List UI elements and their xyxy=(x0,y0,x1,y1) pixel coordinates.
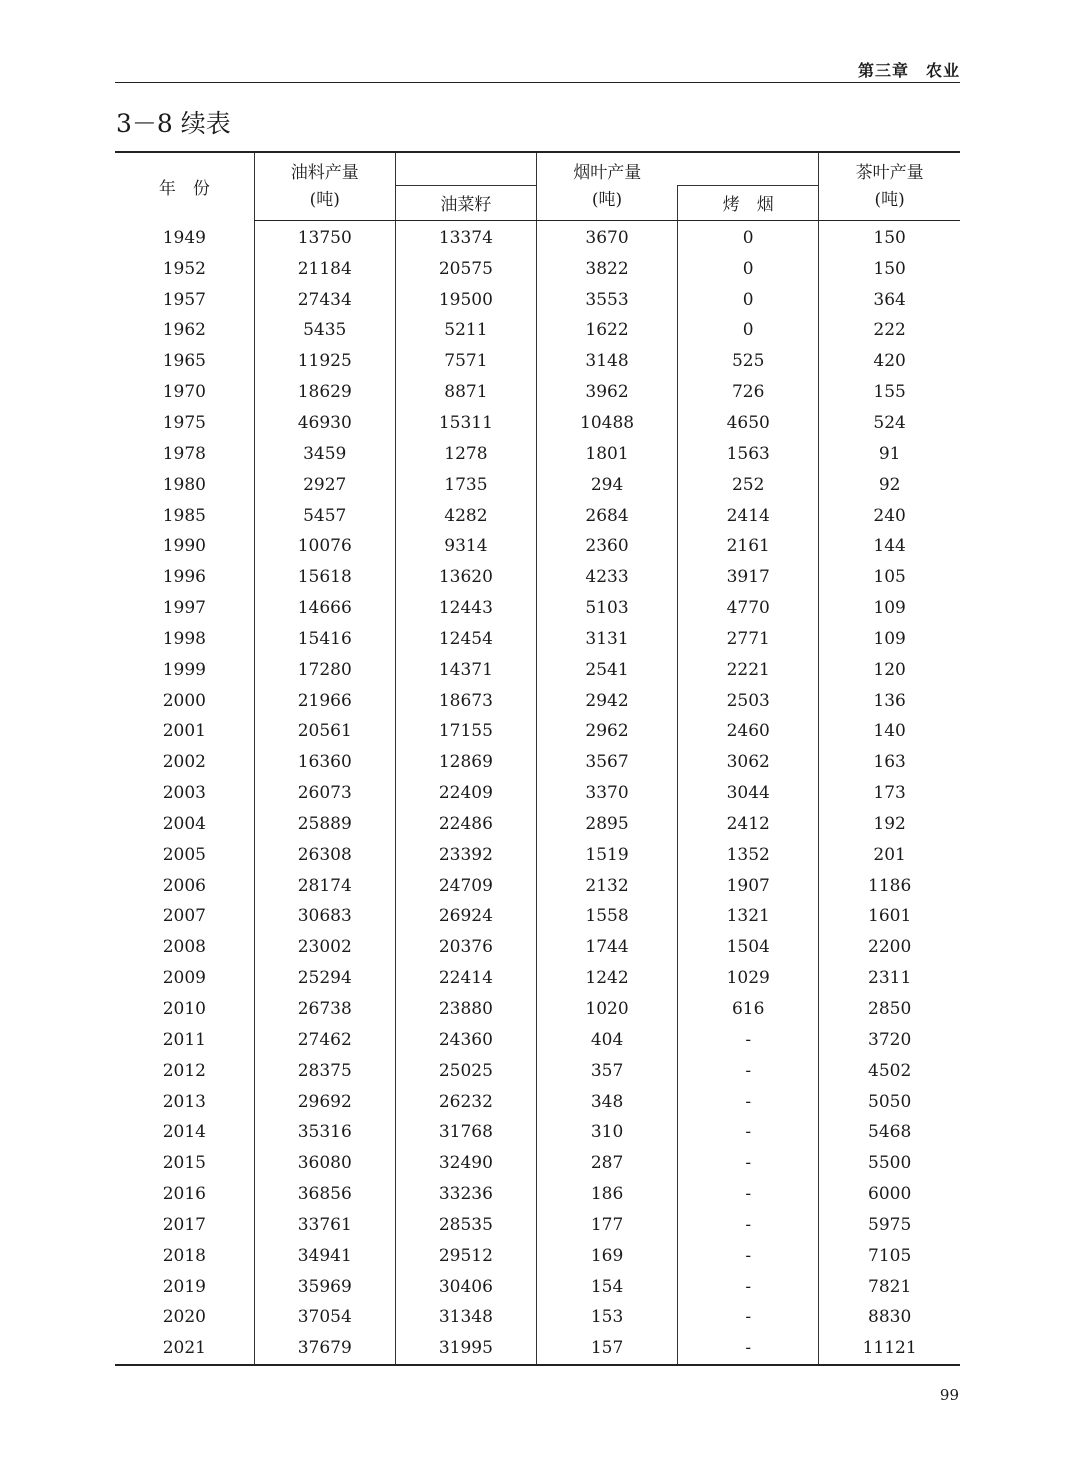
table-cell: 22409 xyxy=(395,778,536,809)
table-cell: 2503 xyxy=(678,685,819,716)
table-cell: - xyxy=(678,1333,819,1365)
table-cell: 2019 xyxy=(162,1276,206,1297)
table-cell: 13620 xyxy=(395,562,536,593)
table-cell: 1996 xyxy=(162,567,206,588)
table-cell: 2000 xyxy=(162,690,206,711)
table-cell: 2014 xyxy=(162,1122,206,1143)
table-cell: 1985 xyxy=(162,505,206,526)
table-cell: 2021 xyxy=(115,1333,254,1365)
table-cell: 150 xyxy=(819,220,960,253)
table-cell: 169 xyxy=(536,1240,677,1271)
tobacco-header: 烟叶产量 xyxy=(536,152,677,185)
table-cell: 22414 xyxy=(395,963,536,994)
table-cell: 24360 xyxy=(395,1024,536,1055)
table-cell: 11925 xyxy=(254,346,395,377)
table-cell: 3670 xyxy=(536,220,677,253)
table-cell: 25025 xyxy=(395,1055,536,1086)
table-cell: 0 xyxy=(678,315,819,346)
table-cell: - xyxy=(678,1302,819,1333)
table-cell: 2012 xyxy=(162,1060,206,1081)
table-cell: 5435 xyxy=(254,315,395,346)
statistics-table xyxy=(115,151,960,1366)
table-cell: 1952 xyxy=(162,258,206,279)
table-cell: 28375 xyxy=(254,1055,395,1086)
table-cell: 10488 xyxy=(536,408,677,439)
oil-header-spacer xyxy=(395,152,536,185)
table-cell: 33236 xyxy=(395,1179,536,1210)
table-cell: 2006 xyxy=(162,875,206,896)
table-cell: 24709 xyxy=(395,870,536,901)
table-cell: 3148 xyxy=(536,346,677,377)
table-cell: 1563 xyxy=(678,438,819,469)
table-cell: 2414 xyxy=(678,500,819,531)
table-cell: 1998 xyxy=(162,628,206,649)
table-row xyxy=(115,220,960,253)
table-cell: 294 xyxy=(536,469,677,500)
table-cell: 1186 xyxy=(819,870,960,901)
table-cell: 35969 xyxy=(254,1271,395,1302)
table-row xyxy=(115,1179,960,1210)
table-cell: 1242 xyxy=(536,963,677,994)
table-row xyxy=(115,623,960,654)
table-row xyxy=(115,315,960,346)
table-cell: 1999 xyxy=(162,659,206,680)
table-cell: 310 xyxy=(536,1117,677,1148)
table-cell: 5457 xyxy=(254,500,395,531)
table-cell: 16360 xyxy=(254,747,395,778)
table-row xyxy=(115,1333,960,1365)
table-cell: 34941 xyxy=(254,1240,395,1271)
table-row xyxy=(115,1302,960,1333)
table-cell: 163 xyxy=(819,747,960,778)
table-cell: 2460 xyxy=(678,716,819,747)
oil-header: 油料产量 xyxy=(254,152,395,185)
table-cell: 3553 xyxy=(536,284,677,315)
table-cell: 140 xyxy=(819,716,960,747)
table-cell: 36080 xyxy=(254,1148,395,1179)
table-cell: 1352 xyxy=(678,839,819,870)
table-cell: 32490 xyxy=(395,1148,536,1179)
table-cell: 4282 xyxy=(395,500,536,531)
table-cell: 0 xyxy=(678,253,819,284)
table-cell: 1029 xyxy=(678,963,819,994)
table-cell: 7105 xyxy=(819,1240,960,1271)
table-row xyxy=(115,654,960,685)
table-cell: 46930 xyxy=(254,408,395,439)
table-cell: 1020 xyxy=(536,994,677,1025)
table-cell: 3962 xyxy=(536,377,677,408)
table-cell: 222 xyxy=(819,315,960,346)
table-cell: 15618 xyxy=(254,562,395,593)
tobacco-unit: (吨) xyxy=(536,185,677,220)
table-cell: 31768 xyxy=(395,1117,536,1148)
table-row xyxy=(115,901,960,932)
table-cell: 3720 xyxy=(819,1024,960,1055)
table-cell: 3917 xyxy=(678,562,819,593)
table-cell: 2962 xyxy=(536,716,677,747)
table-cell: - xyxy=(678,1240,819,1271)
table-cell: 1975 xyxy=(162,412,206,433)
table-cell: 30683 xyxy=(254,901,395,932)
table-cell: 91 xyxy=(819,438,960,469)
table-cell: 153 xyxy=(536,1302,677,1333)
table-cell: 3822 xyxy=(536,253,677,284)
table-cell: - xyxy=(678,1055,819,1086)
table-cell: 186 xyxy=(536,1179,677,1210)
table-cell: 12454 xyxy=(395,623,536,654)
flue-cured-header: 烤 烟 xyxy=(678,185,819,220)
table-cell: 1504 xyxy=(678,932,819,963)
table-cell: 2412 xyxy=(678,809,819,840)
table-row xyxy=(115,1086,960,1117)
table-cell: 2004 xyxy=(162,813,206,834)
table-cell: 105 xyxy=(819,562,960,593)
table-cell: 524 xyxy=(819,408,960,439)
table-cell: 157 xyxy=(536,1333,677,1365)
table-row xyxy=(115,1055,960,1086)
table-row xyxy=(115,1024,960,1055)
table-cell: 36856 xyxy=(254,1179,395,1210)
table-row xyxy=(115,870,960,901)
table-cell: 3062 xyxy=(678,747,819,778)
chapter-title: 第三章 农业 xyxy=(857,61,960,80)
table-cell: 2541 xyxy=(536,654,677,685)
table-row xyxy=(115,408,960,439)
year-header: 年 份 xyxy=(158,179,210,199)
table-row xyxy=(115,562,960,593)
table-cell: 3370 xyxy=(536,778,677,809)
table-cell: 5050 xyxy=(819,1086,960,1117)
table-row xyxy=(115,1210,960,1241)
table-cell: 1278 xyxy=(395,438,536,469)
table-cell: 2850 xyxy=(819,994,960,1025)
table-cell: 27434 xyxy=(254,284,395,315)
table-cell: 8830 xyxy=(819,1302,960,1333)
table-row xyxy=(115,346,960,377)
table-cell: 7821 xyxy=(819,1271,960,1302)
table-cell: 177 xyxy=(536,1210,677,1241)
table-cell: 26738 xyxy=(254,994,395,1025)
table-row xyxy=(115,963,960,994)
table-cell: 1558 xyxy=(536,901,677,932)
table-cell: 1970 xyxy=(162,382,206,403)
table-cell: 3459 xyxy=(254,438,395,469)
table-cell: 28174 xyxy=(254,870,395,901)
table-cell: 23880 xyxy=(395,994,536,1025)
table-cell: 1990 xyxy=(162,536,206,557)
table-cell: 20575 xyxy=(395,253,536,284)
table-cell: 1735 xyxy=(395,469,536,500)
table-cell: 2003 xyxy=(162,783,206,804)
table-cell: 154 xyxy=(536,1271,677,1302)
table-cell: 20561 xyxy=(254,716,395,747)
table-cell: 144 xyxy=(819,531,960,562)
table-row xyxy=(115,593,960,624)
table-cell: 2008 xyxy=(162,937,206,958)
table-cell: 33761 xyxy=(254,1210,395,1241)
table-cell: 2018 xyxy=(162,1245,206,1266)
table-cell: 18629 xyxy=(254,377,395,408)
table-row xyxy=(115,839,960,870)
table-cell: 155 xyxy=(819,377,960,408)
table-cell: 37054 xyxy=(254,1302,395,1333)
table-cell: 2132 xyxy=(536,870,677,901)
table-cell: - xyxy=(678,1117,819,1148)
table-cell: 26232 xyxy=(395,1086,536,1117)
table-cell: 2013 xyxy=(162,1091,206,1112)
table-cell: 22486 xyxy=(395,809,536,840)
table-cell: 2895 xyxy=(536,809,677,840)
table-cell: 25294 xyxy=(254,963,395,994)
table-cell: 1965 xyxy=(162,351,206,372)
table-cell: 29692 xyxy=(254,1086,395,1117)
table-row xyxy=(115,469,960,500)
table-cell: 240 xyxy=(819,500,960,531)
table-cell: 12443 xyxy=(395,593,536,624)
table-cell: 2007 xyxy=(162,906,206,927)
table-cell: 109 xyxy=(819,623,960,654)
table-cell: - xyxy=(678,1024,819,1055)
table-cell: 3567 xyxy=(536,747,677,778)
table-cell: 1949 xyxy=(162,227,206,248)
table-row xyxy=(115,685,960,716)
table-cell: 201 xyxy=(819,839,960,870)
table-cell: 726 xyxy=(678,377,819,408)
table-cell: - xyxy=(678,1148,819,1179)
page-number: 99 xyxy=(939,1386,959,1404)
table-cell: 92 xyxy=(819,469,960,500)
table-cell: 5211 xyxy=(395,315,536,346)
table-cell: 616 xyxy=(678,994,819,1025)
table-cell: 27462 xyxy=(254,1024,395,1055)
table-cell: 13374 xyxy=(395,220,536,253)
table-cell: 17155 xyxy=(395,716,536,747)
table-header xyxy=(115,152,960,220)
table-row xyxy=(115,253,960,284)
table-cell: 2221 xyxy=(678,654,819,685)
table-cell: 29512 xyxy=(395,1240,536,1271)
table-cell: 2771 xyxy=(678,623,819,654)
table-cell: 18673 xyxy=(395,685,536,716)
tea-unit: (吨) xyxy=(819,185,960,220)
table-cell: 2942 xyxy=(536,685,677,716)
rapeseed-header: 油菜籽 xyxy=(395,185,536,220)
table-cell: 14666 xyxy=(254,593,395,624)
table-cell: 1622 xyxy=(536,315,677,346)
table-row xyxy=(115,1148,960,1179)
table-cell: 2684 xyxy=(536,500,677,531)
table-cell: 109 xyxy=(819,593,960,624)
table-row xyxy=(115,531,960,562)
table-cell: 20376 xyxy=(395,932,536,963)
table-title: 3－8 续表 xyxy=(116,109,231,138)
table-cell: 1801 xyxy=(536,438,677,469)
table-row xyxy=(115,778,960,809)
table-cell: 1997 xyxy=(162,598,206,619)
table-cell: 5975 xyxy=(819,1210,960,1241)
table-cell: 26924 xyxy=(395,901,536,932)
table-cell: 2005 xyxy=(162,844,206,865)
table-row xyxy=(115,747,960,778)
table-cell: 6000 xyxy=(819,1179,960,1210)
table-cell: 2001 xyxy=(162,721,206,742)
table-cell: 10076 xyxy=(254,531,395,562)
table-cell: 4233 xyxy=(536,562,677,593)
table-cell: 15311 xyxy=(395,408,536,439)
table-cell: 2360 xyxy=(536,531,677,562)
table-cell: 1962 xyxy=(162,320,206,341)
table-cell: 2020 xyxy=(162,1307,206,1328)
table-cell: 364 xyxy=(819,284,960,315)
table-cell: 1980 xyxy=(162,474,206,495)
table-cell: 2016 xyxy=(162,1184,206,1205)
table-cell: 5500 xyxy=(819,1148,960,1179)
table-cell: 23392 xyxy=(395,839,536,870)
table-cell: 287 xyxy=(536,1148,677,1179)
table-cell: 357 xyxy=(536,1055,677,1086)
table-cell: 136 xyxy=(819,685,960,716)
table-row xyxy=(115,500,960,531)
table-cell: 525 xyxy=(678,346,819,377)
table-row xyxy=(115,809,960,840)
table-row xyxy=(115,377,960,408)
table-cell: 2011 xyxy=(162,1029,206,1050)
table-cell: 2161 xyxy=(678,531,819,562)
table-cell: 2015 xyxy=(162,1153,206,1174)
table-cell: 14371 xyxy=(395,654,536,685)
table-cell: 5468 xyxy=(819,1117,960,1148)
table-cell: 2010 xyxy=(162,999,206,1020)
table-cell: 1957 xyxy=(162,289,206,310)
table-cell: 1321 xyxy=(678,901,819,932)
tobacco-header-spacer xyxy=(678,152,819,185)
table-cell: 1907 xyxy=(678,870,819,901)
table-cell: 25889 xyxy=(254,809,395,840)
running-header xyxy=(115,56,960,83)
table-cell: 31995 xyxy=(395,1333,536,1365)
table-row xyxy=(115,932,960,963)
table-row xyxy=(115,1117,960,1148)
table-cell: - xyxy=(678,1210,819,1241)
table-cell: 23002 xyxy=(254,932,395,963)
table-cell: 2009 xyxy=(162,968,206,989)
table-row xyxy=(115,438,960,469)
table-cell: 12869 xyxy=(395,747,536,778)
table-cell: - xyxy=(678,1179,819,1210)
table-cell: 21966 xyxy=(254,685,395,716)
table-cell: - xyxy=(678,1271,819,1302)
table-row xyxy=(115,1271,960,1302)
table-cell: 31348 xyxy=(395,1302,536,1333)
oil-unit: (吨) xyxy=(254,185,395,220)
table-cell: 2311 xyxy=(819,963,960,994)
table-cell: 2017 xyxy=(162,1214,206,1235)
table-row xyxy=(115,1240,960,1271)
table-cell: 2002 xyxy=(162,752,206,773)
table-cell: 30406 xyxy=(395,1271,536,1302)
table-cell: 120 xyxy=(819,654,960,685)
table-cell: 8871 xyxy=(395,377,536,408)
table-cell: 420 xyxy=(819,346,960,377)
table-cell: 11121 xyxy=(819,1333,960,1365)
table-cell: 3044 xyxy=(678,778,819,809)
table-cell: 150 xyxy=(819,253,960,284)
tea-header: 茶叶产量 xyxy=(819,152,960,185)
table-cell: 192 xyxy=(819,809,960,840)
table-cell: 1978 xyxy=(162,443,206,464)
table-cell: 4502 xyxy=(819,1055,960,1086)
table-cell: 26073 xyxy=(254,778,395,809)
table-row xyxy=(115,284,960,315)
table-cell: 4650 xyxy=(678,408,819,439)
table-cell: 5103 xyxy=(536,593,677,624)
table-cell: 9314 xyxy=(395,531,536,562)
table-cell: 2200 xyxy=(819,932,960,963)
table-row xyxy=(115,994,960,1025)
table-cell: 26308 xyxy=(254,839,395,870)
table-cell: 0 xyxy=(678,284,819,315)
table-cell: 404 xyxy=(536,1024,677,1055)
table-cell: 35316 xyxy=(254,1117,395,1148)
table-cell: 2927 xyxy=(254,469,395,500)
table-cell: 252 xyxy=(678,469,819,500)
table-cell: 1519 xyxy=(536,839,677,870)
table-cell: 348 xyxy=(536,1086,677,1117)
table-cell: 7571 xyxy=(395,346,536,377)
table-cell: 15416 xyxy=(254,623,395,654)
table-body xyxy=(115,220,960,1365)
table-row xyxy=(115,716,960,747)
table-cell: 1601 xyxy=(819,901,960,932)
table-cell: 37679 xyxy=(254,1333,395,1365)
table-cell: 173 xyxy=(819,778,960,809)
table-cell: - xyxy=(678,1086,819,1117)
table-cell: 21184 xyxy=(254,253,395,284)
table-cell: 19500 xyxy=(395,284,536,315)
table-cell: 13750 xyxy=(254,220,395,253)
table-cell: 4770 xyxy=(678,593,819,624)
table-cell: 1744 xyxy=(536,932,677,963)
table-cell: 0 xyxy=(678,220,819,253)
table-cell: 28535 xyxy=(395,1210,536,1241)
table-cell: 17280 xyxy=(254,654,395,685)
table-cell: 3131 xyxy=(536,623,677,654)
